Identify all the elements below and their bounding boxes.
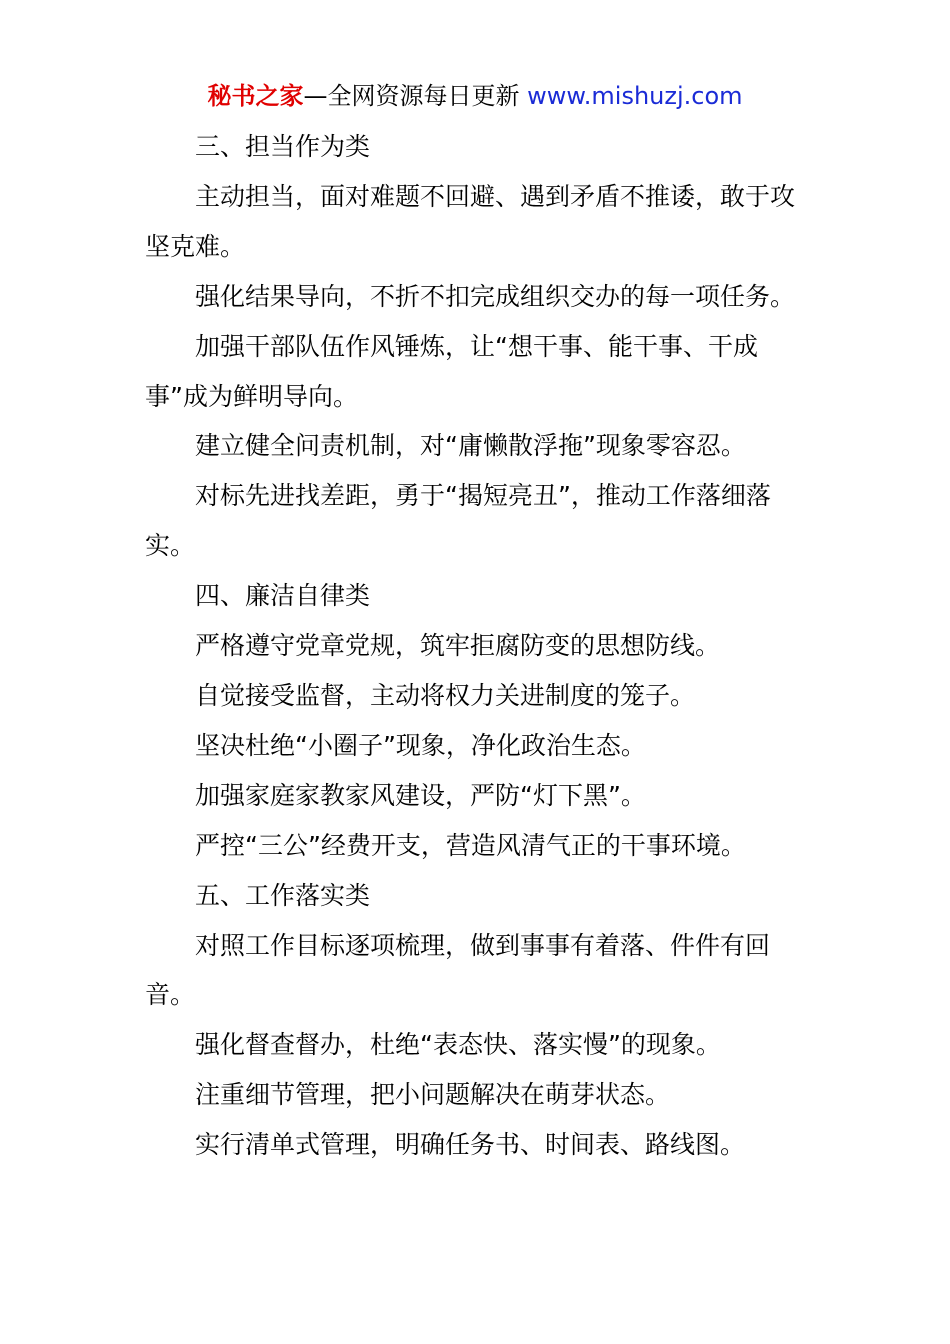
site-tagline: —全网资源每日更新 bbox=[303, 82, 528, 110]
paragraph: 严格遵守党章党规，筑牢拒腐防变的思想防线。 bbox=[195, 631, 721, 661]
paragraph: 严控“三公”经费开支，营造风清气正的干事环境。 bbox=[195, 830, 746, 860]
paragraph: 注重细节管理，把小问题解决在萌芽状态。 bbox=[195, 1080, 671, 1110]
paragraph: 对标先进找差距，勇于“揭短亮丑”，推动工作落细落实。 bbox=[145, 481, 771, 561]
section-heading: 五、工作落实类 bbox=[195, 880, 371, 910]
site-url-link[interactable]: www.mishuzj.com bbox=[527, 82, 743, 110]
paragraph: 主动担当，面对难题不回避、遇到矛盾不推诿，敢于攻坚克难。 bbox=[145, 181, 796, 261]
paragraph: 实行清单式管理，明确任务书、时间表、路线图。 bbox=[195, 1130, 746, 1160]
site-header bbox=[0, 80, 950, 112]
paragraph: 强化督查督办，杜绝“表态快、落实慢”的现象。 bbox=[195, 1030, 721, 1060]
paragraph: 自觉接受监督，主动将权力关进制度的笼子。 bbox=[195, 680, 696, 710]
paragraph: 加强家庭家教家风建设，严防“灯下黑”。 bbox=[195, 780, 646, 810]
paragraph: 加强干部队伍作风锤炼，让“想干事、能干事、干成事”成为鲜明导向。 bbox=[145, 331, 758, 411]
site-brand: 秘书之家 bbox=[207, 82, 304, 110]
paragraph: 建立健全问责机制，对“庸懒散浮拖”现象零容忍。 bbox=[195, 431, 746, 461]
section-heading: 三、担当作为类 bbox=[195, 132, 371, 161]
paragraph: 强化结果导向，不折不扣完成组织交办的每一项任务。 bbox=[195, 281, 796, 311]
paragraph: 对照工作目标逐项梳理，做到事事有着落、件件有回音。 bbox=[145, 930, 771, 1010]
paragraph: 坚决杜绝“小圈子”现象，净化政治生态。 bbox=[195, 730, 646, 760]
document-body bbox=[145, 122, 809, 1170]
section-heading: 四、廉洁自律类 bbox=[195, 581, 371, 611]
